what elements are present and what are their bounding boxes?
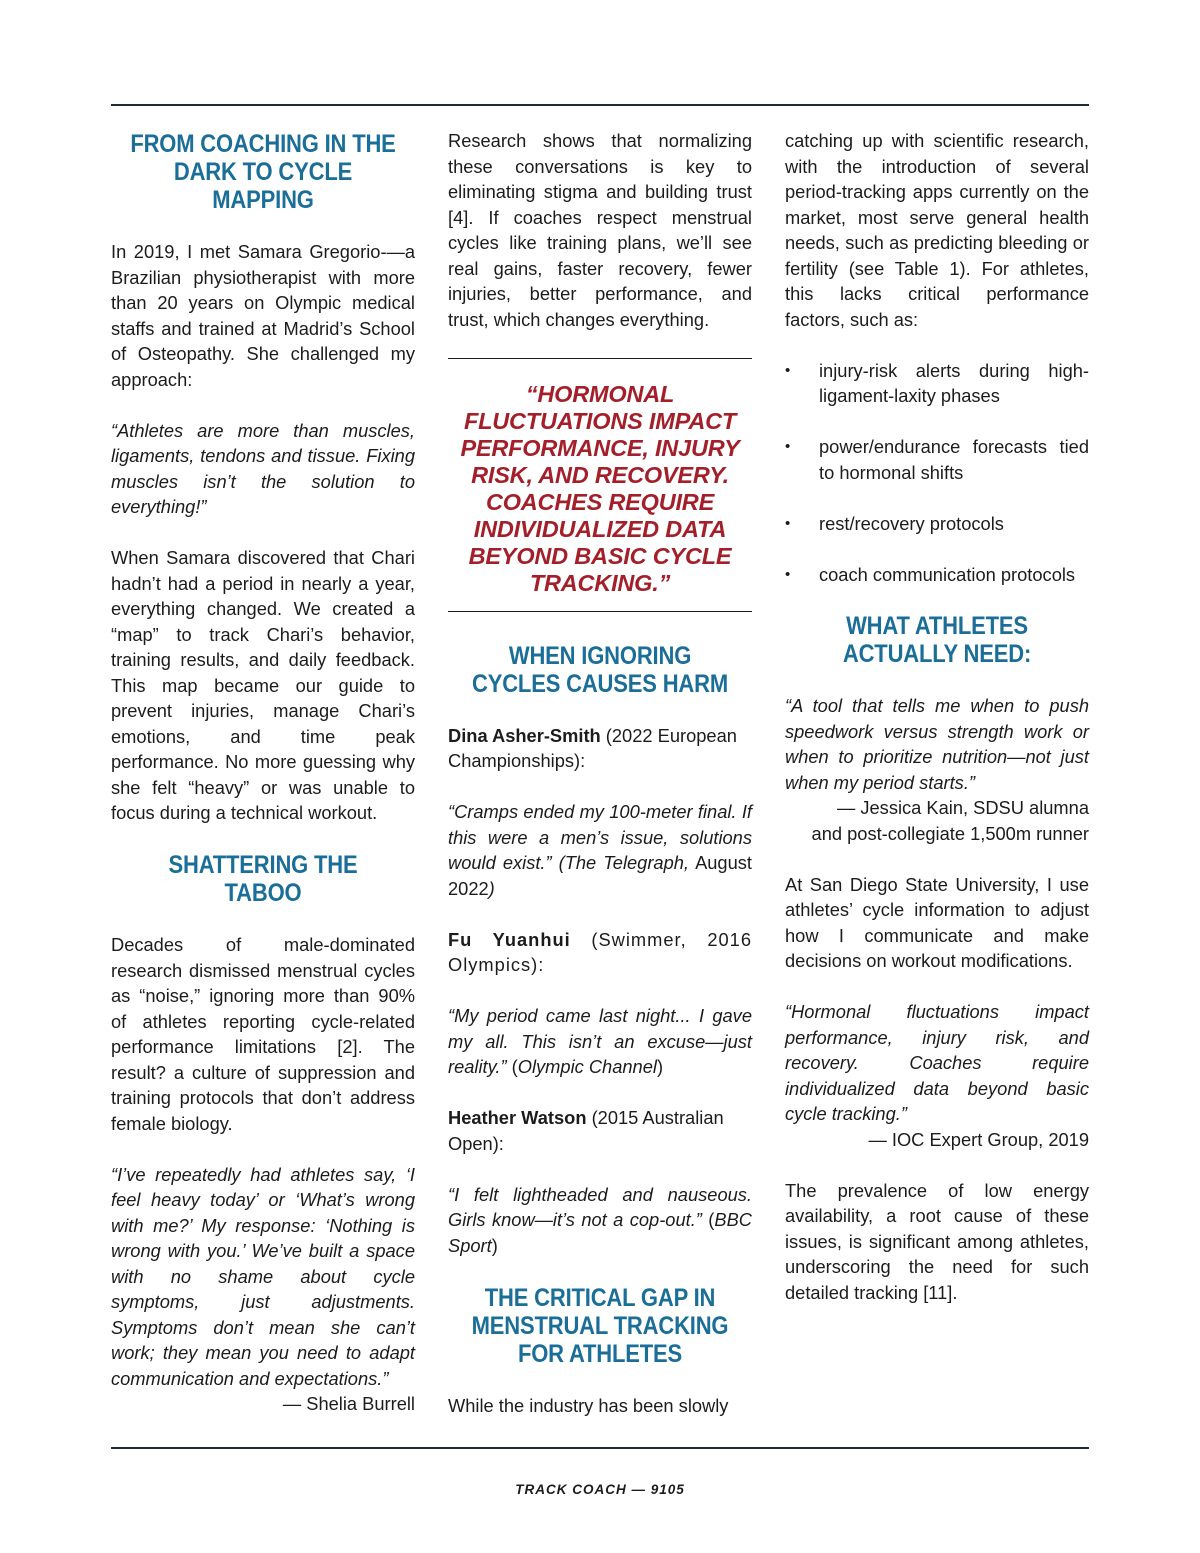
list-item: • rest/recovery protocols xyxy=(785,511,1089,537)
heading-critical-gap: THE CRITICAL GAP IN MENSTRUAL TRACKING FOR ATHLETES xyxy=(471,1283,729,1368)
pull-quote-text: “HORMONAL FLUCTUATIONS IMPACT PERFORMANCE, INJURY RISK, AND RECOVERY. COACHES REQUIRE INDIVIDUALIZED DATA BEYOND BASIC CYCLE TRACKING.” xyxy=(460,380,740,596)
top-rule xyxy=(111,104,1089,106)
paragraph-low-energy: The prevalence of low energy availability, a root cause of these issues, is significant among athletes, underscoring the need for such detailed tracking [11]. xyxy=(785,1179,1089,1303)
quote-jessica: “A tool that tells me when to push speedwork versus strength work or when to prioritize nutrition—not just when my period starts.” xyxy=(785,695,1089,793)
paragraph-sdsu: At San Diego State University, I use athletes’ cycle information to adjust how I communicate and make decisions on workout modifications. xyxy=(785,873,1089,971)
heading-coaching-in-the-dark: FROM COACHING IN THE DARK TO CYCLE MAPPING xyxy=(130,130,396,214)
athlete-fu-name: Fu Yuanhui xyxy=(448,928,571,950)
athlete-heather-quote-text: “I felt lightheaded and nauseous. Girls know—it’s not a cop-out.” xyxy=(448,1183,752,1230)
heading-ignoring-cycles: WHEN IGNORING CYCLES CAUSES HARM xyxy=(472,641,728,698)
list-item: • coach communication protocols xyxy=(785,562,1089,588)
athlete-heather-close: ) xyxy=(491,1234,498,1256)
attribution-shelia: — Shelia Burrell xyxy=(282,1393,415,1414)
paragraph-male-research: Decades of male-dominated research dismissed menstrual cycles as “noise,” ignoring more than 90% of athletes reporting cycle-related performance limitations [2]. The result? a culture of suppression and training protocols that don’t address female biology. xyxy=(111,934,415,1134)
athlete-heather-quote xyxy=(448,1182,752,1259)
quote-ioc: “Hormonal fluctuations impact performance, injury risk, and recovery. Coaches require individualized data beyond basic cycle tracking.” xyxy=(785,1001,1089,1124)
athlete-dina-source: August 2022 xyxy=(448,852,752,899)
page-footer: TRACK COACH — 9105 xyxy=(515,1482,685,1497)
paragraph-samara-intro: In 2019, I met Samara Gregorio-—a Brazilian physiotherapist with more than 20 years on Olympic medical staffs and trained at Madrid’s School of Osteopathy. She challenged my approach: xyxy=(111,241,415,390)
column-3 xyxy=(785,128,1089,1305)
athlete-dina-header xyxy=(448,723,752,774)
athlete-dina-name: Dina Asher-Smith xyxy=(448,724,601,746)
athlete-heather-name: Heather Watson xyxy=(448,1107,587,1128)
quote-samara: “Athletes are more than muscles, ligaments, tendons and tissue. Fixing muscles isn’t the solution to everything!” xyxy=(111,419,415,517)
athlete-fu-source: Olympic Channel xyxy=(517,1056,657,1077)
column-2 xyxy=(448,128,752,1418)
pull-quote xyxy=(448,358,752,612)
attribution-jessica: — Jessica Kain, SDSU alumna and post-collegiate 1,500m runner xyxy=(811,797,1089,844)
athlete-heather-source: BBC Sport xyxy=(448,1209,752,1256)
quote-shelia: “I’ve repeatedly had athletes say, ‘I feel heavy today’ or ‘What’s wrong with me?’ My response: ‘Nothing is wrong with you.’ We’ve built a space with no shame about cycle symptoms, just adjustments. Symptoms don’t mean she can’t work; they mean you need to adapt communication and expectations.” xyxy=(111,1163,415,1389)
attribution-ioc: — IOC Expert Group, 2019 xyxy=(868,1128,1089,1150)
athlete-fu-close: ) xyxy=(656,1056,664,1077)
athlete-fu-quote-text: “My period came last night... I gave my all. This isn’t an excuse—just reality.” xyxy=(448,1005,752,1077)
athlete-fu-event: (Swimmer, 2016 Olympics): xyxy=(448,928,752,975)
athlete-dina-quote xyxy=(448,799,752,901)
athlete-fu-quote xyxy=(448,1003,752,1080)
column-1 xyxy=(111,128,415,1417)
athlete-dina-quote-text: “Cramps ended my 100-meter final. If this were a men’s issue, solutions would exist.” (The Telegraph, xyxy=(448,801,752,873)
heading-what-athletes-need: WHAT ATHLETES ACTUALLY NEED: xyxy=(842,612,1032,668)
heading-shattering-taboo: SHATTERING THE TABOO xyxy=(168,851,358,907)
athlete-fu-header xyxy=(448,927,752,978)
athlete-dina-event: (2022 European Championships): xyxy=(448,724,737,771)
paragraph-catching-up: catching up with scientific research, with the introduction of several period-tracking apps currently on the market, most serve general health needs, such as predicting bleeding or fertility (see Table 1). For athletes, this lacks critical performance factors, such as: xyxy=(785,130,1089,330)
athlete-dina-paren: ) xyxy=(488,877,495,899)
paragraph-chari-map: When Samara discovered that Chari hadn’t had a period in nearly a year, everything changed. We created a “map” to track Chari’s behavior, training results, and daily feedback. This map became our guide to prevent injuries, manage Chari’s emotions, and time peak performance. No more guessing why she felt “heavy” or was unable to focus during a technical workout. xyxy=(111,547,415,823)
athlete-fu-open: ( xyxy=(506,1056,518,1077)
paragraph-normalizing: Research shows that normalizing these conversations is key to eliminating stigma and building trust [4]. If coaches respect menstrual cycles like training plans, we’ll see real gains, faster recovery, fewer injuries, better performance, and trust, which changes everything. xyxy=(448,130,752,330)
list-item: • injury-risk alerts during high-ligament-laxity phases xyxy=(785,358,1089,409)
bottom-rule xyxy=(111,1447,1089,1449)
list-item: • power/endurance forecasts tied to hormonal shifts xyxy=(785,434,1089,485)
athlete-heather-event: (2015 Australian Open): xyxy=(448,1107,724,1154)
paragraph-industry-slowly: While the industry has been slowly xyxy=(448,1394,729,1416)
lacking-factors-list xyxy=(785,358,1089,588)
athlete-heather-open: ( xyxy=(708,1209,715,1230)
athlete-heather-header xyxy=(448,1105,752,1156)
